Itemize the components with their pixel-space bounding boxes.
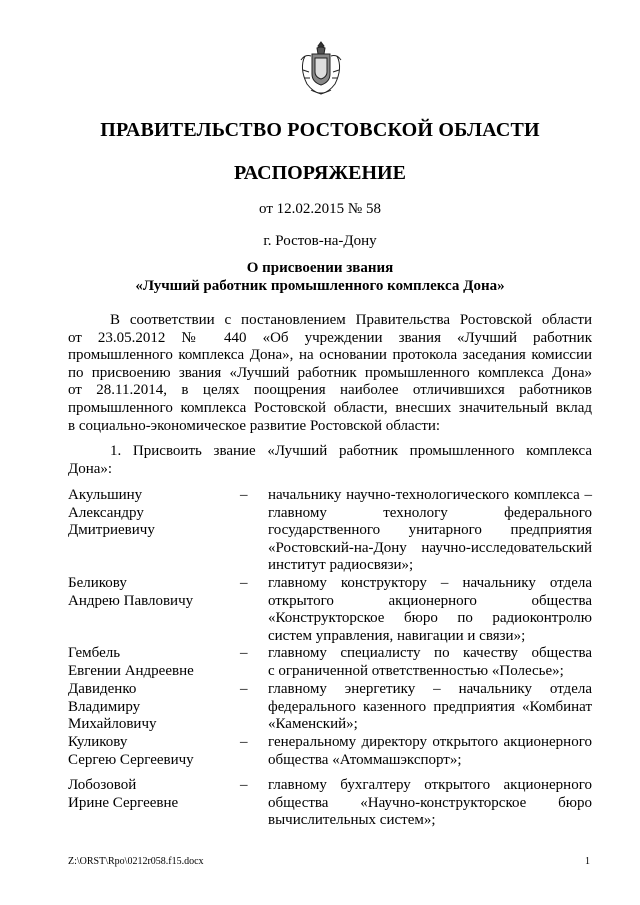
name-line: Владимиру: [68, 698, 141, 715]
dash: –: [240, 487, 248, 503]
position-line: институт радиосвязи»;: [268, 557, 414, 574]
position-line: «Конструкторское бюро по радиоконтролю: [268, 610, 592, 627]
position-line: «Ростовский-на-Дону научно-исследовательский: [268, 539, 592, 556]
position-line: вычислительных систем»;: [268, 812, 436, 829]
dash: –: [240, 575, 248, 591]
recipient-name: [68, 681, 228, 734]
subject-line-1: О присвоении звания: [246, 260, 394, 276]
recipient-name: [68, 777, 228, 812]
position-line: общества «Научно-конструкторское бюро: [268, 794, 592, 811]
recipient-position: [268, 487, 592, 575]
name-line: Давиденко: [68, 681, 137, 697]
name-line: Михайловичу: [68, 716, 157, 733]
recipient-name: [68, 734, 228, 769]
city: г. Ростов-на-Дону: [263, 233, 377, 249]
name-line: Куликову: [68, 734, 128, 750]
position-line: главному энергетику – начальнику отдела: [268, 681, 592, 697]
position-line: государственного унитарного предприятия: [268, 522, 592, 539]
name-line: Евгении Андреевне: [68, 662, 194, 679]
recipient-name: [68, 487, 228, 540]
name-line: Дмитриевичу: [68, 522, 155, 539]
preamble-line: В соответствии с постановлением Правительства Ростовской области: [110, 312, 592, 328]
recipient-position: [268, 681, 592, 734]
name-line: Лобозовой: [68, 777, 137, 793]
dash: –: [240, 645, 248, 661]
date-number: от 12.02.2015 № 58: [259, 201, 381, 217]
position-line: открытого акционерного общества: [268, 592, 592, 609]
preamble-line: по присвоению звания «Лучший работник промышленного комплекса Дона»: [68, 364, 592, 381]
subject-heading: [0, 259, 640, 295]
recipient-name: [68, 645, 228, 680]
position-line: систем управления, навигации и связи»;: [268, 627, 526, 644]
name-line: Акульшину: [68, 487, 143, 503]
name-line: Гембель: [68, 645, 121, 661]
name-line: Андрею Павловичу: [68, 592, 194, 609]
recipient-position: [268, 777, 592, 830]
page-number: 1: [585, 856, 590, 867]
preamble-line: от 28.11.2014, в целях поощрения наиболее отличившихся работников: [68, 382, 592, 399]
recipient-position: [268, 734, 592, 769]
preamble-line: промышленного комплекса Дона», на основании протокола заседания комиссии: [68, 347, 592, 364]
subject-line-2: «Лучший работник промышленного комплекса Дона»: [135, 278, 505, 294]
position-line: начальнику научно-технологического комплекса –: [268, 487, 592, 503]
name-line: Беликову: [68, 575, 127, 591]
point-1-line: Дона»:: [68, 460, 113, 477]
recipient-position: [268, 645, 592, 680]
preamble-line: в социально-экономическое развитие Ростовской области:: [68, 417, 441, 434]
preamble-line: от 23.05.2012 № 440 «Об учреждении звания «Лучший работник: [68, 329, 592, 346]
position-line: «Каменский»;: [268, 716, 358, 733]
preamble-paragraph: [68, 312, 592, 435]
position-line: главному конструктору – начальнику отдела: [268, 575, 592, 591]
name-line: Сергею Сергеевичу: [68, 751, 194, 768]
dash: –: [240, 734, 248, 750]
point-1-line: 1. Присвоить звание «Лучший работник промышленного комплекса: [110, 443, 592, 459]
coat-of-arms-emblem: [297, 40, 345, 96]
dash: –: [240, 777, 248, 793]
government-title: ПРАВИТЕЛЬСТВО РОСТОВСКОЙ ОБЛАСТИ: [100, 119, 540, 141]
position-line: главному бухгалтеру открытого акционерного: [268, 777, 592, 793]
document-type: РАСПОРЯЖЕНИЕ: [234, 162, 406, 184]
name-line: Ирине Сергеевне: [68, 794, 179, 811]
position-line: главному технологу федерального: [268, 504, 592, 521]
dash: –: [240, 681, 248, 697]
position-line: федерального казенного предприятия «Комбинат: [268, 698, 592, 715]
point-1-paragraph: [68, 443, 592, 478]
file-path-footer: Z:\ORST\Rpo\0212r058.f15.docx: [68, 856, 204, 867]
position-line: общества «Атоммашэкспорт»;: [268, 751, 462, 768]
position-line: генеральному директору открытого акционерного: [268, 734, 592, 750]
recipient-name: [68, 575, 228, 610]
position-line: с ограниченной ответственностью «Полесье»;: [268, 662, 564, 679]
recipient-position: [268, 575, 592, 645]
name-line: Александру: [68, 504, 144, 521]
preamble-line: промышленного комплекса Ростовской области, внесших значительный вклад: [68, 399, 592, 416]
position-line: главному специалисту по качеству общества: [268, 645, 592, 661]
